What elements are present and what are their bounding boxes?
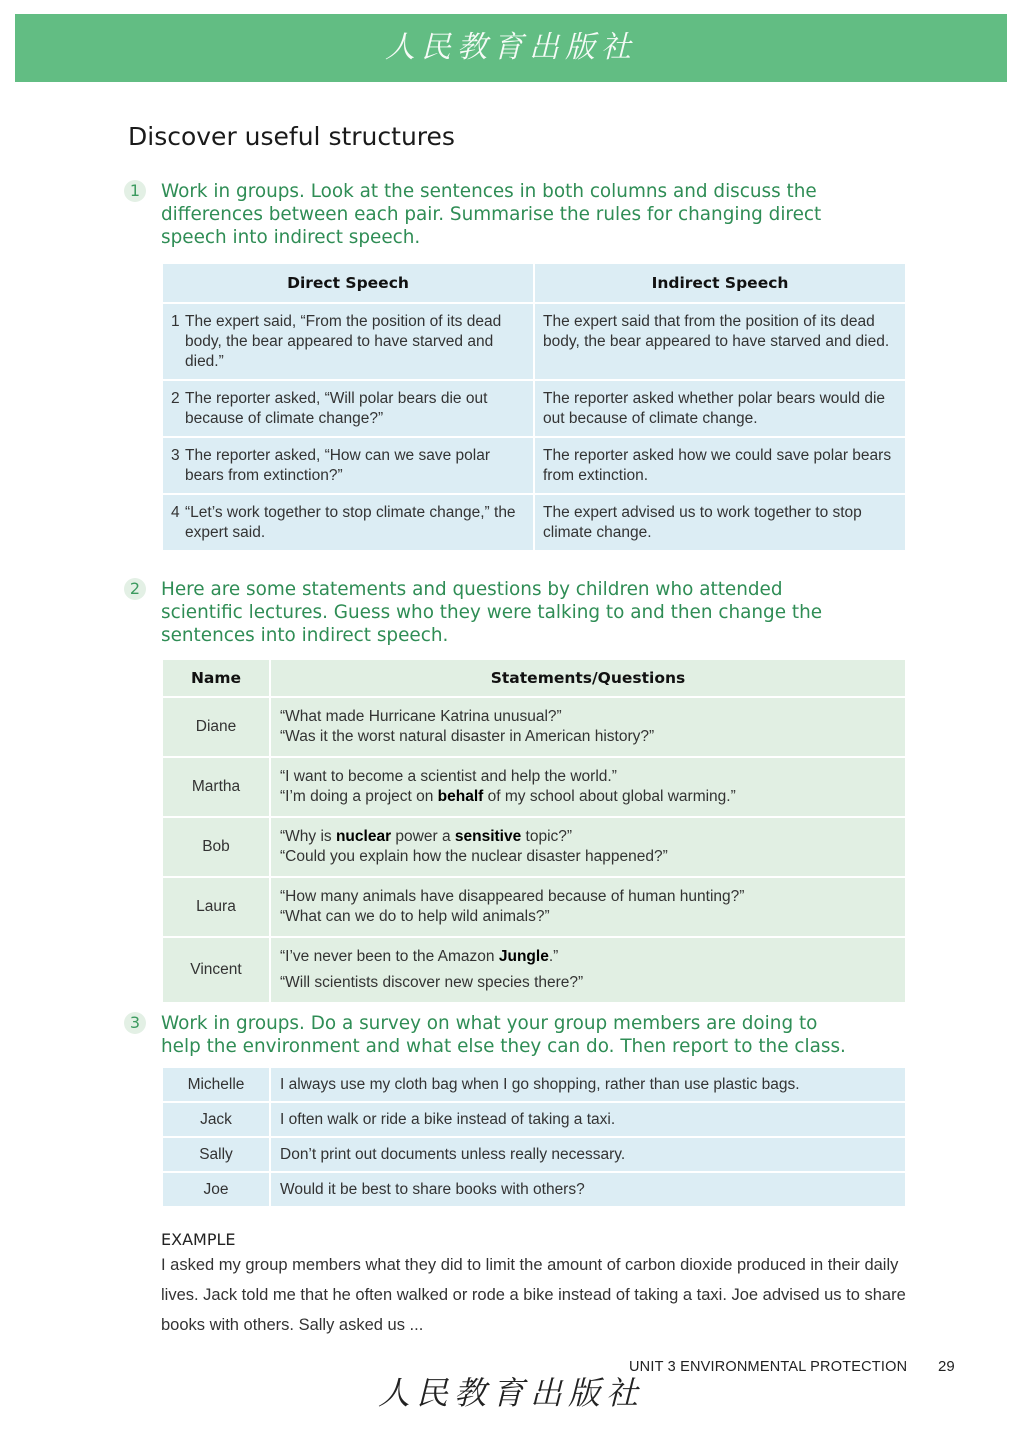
table-row [163,818,905,876]
example-label: EXAMPLE [161,1230,236,1249]
statement-text: of my school about global warming.” [483,788,736,805]
statement-line [280,907,897,927]
direct-speech-header: Direct Speech [163,264,533,302]
task-3-instruction: Work in groups. Do a survey on what your group members are doing to help the environment and what else they can do. Then report to the class. [161,1013,846,1057]
statement-line [280,827,897,847]
page-number: 29 [938,1358,955,1375]
statement-text: .” [548,948,559,965]
statement-line [280,707,897,727]
row-number: 4 [171,504,180,521]
task-3 [124,1012,864,1060]
statements-header: Statements/Questions [271,660,905,696]
survey-table [161,1066,907,1208]
statement-cell [271,698,905,756]
numbered-sentence [171,312,525,372]
statement-cell [271,878,905,936]
statement-line [280,767,897,787]
table-row [163,1138,905,1171]
table-row [163,938,905,1002]
statement-text: “How many animals have disappeared because of human hunting?” [280,888,745,905]
key-word: Jungle [498,948,549,965]
task-2-number: 2 [124,578,146,600]
direct-speech-cell [163,304,533,379]
key-word: nuclear [335,828,392,845]
publisher-logo-top: 人民教育出版社 [385,30,637,65]
indirect-speech-header: Indirect Speech [535,264,905,302]
direct-speech-cell [163,438,533,493]
table-header-row [163,660,905,696]
task-1 [124,180,864,250]
member-name: Sally [163,1138,269,1171]
statement-text: topic?” [521,828,573,845]
task-3-number: 3 [124,1012,146,1034]
key-word: sensitive [454,828,522,845]
direct-speech-cell [163,381,533,436]
table-row [163,1103,905,1136]
statement-line [280,787,897,807]
footer-unit-title: UNIT 3 ENVIRONMENTAL PROTECTION [629,1359,908,1375]
table-row [163,758,905,816]
statement-text: “What can we do to help wild animals?” [280,908,550,925]
child-name: Bob [163,818,269,876]
statement-text: “Was it the worst natural disaster in American history?” [280,728,655,745]
table-row [163,381,905,436]
statements-questions-table [161,658,907,1004]
statement-cell [271,758,905,816]
direct-speech-text: The reporter asked, “Will polar bears die out because of climate change?” [185,390,488,427]
task-1-instruction: Work in groups. Look at the sentences in both columns and discuss the differences between each pair. Summarise the rules for changing direct speech into indirect speech. [161,181,822,248]
direct-speech-text: The reporter asked, “How can we save polar bears from extinction?” [185,447,490,484]
direct-speech-text: The expert said, “From the position of its dead body, the bear appeared to have starved and died.” [185,313,502,370]
direct-speech-text: “Let’s work together to stop climate change,” the expert said. [185,504,516,541]
child-name: Diane [163,698,269,756]
example-text: I asked my group members what they did to limit the amount of carbon dioxide produced in their daily lives. Jack told me that he often walked or rode a bike instead of taking a taxi. Joe advised us to share books with others. Sally asked us ... [161,1256,906,1334]
statement-line [280,947,897,967]
direct-speech-cell [163,495,533,550]
statement-line [280,887,897,907]
table-row [163,698,905,756]
member-action: Don’t print out documents unless really necessary. [271,1138,905,1171]
child-name: Laura [163,878,269,936]
statement-line [280,847,897,867]
publisher-logo-bottom: 人民教育出版社 [377,1374,644,1412]
statement-line [280,727,897,747]
statement-cell [271,938,905,1002]
numbered-sentence [171,446,525,486]
child-name: Vincent [163,938,269,1002]
task-2-instruction: Here are some statements and questions by children who attended scientific lectures. Guess who they were talking to and then change the sentences into indirect speech. [161,579,823,646]
direct-indirect-speech-table [161,262,907,552]
member-name: Michelle [163,1068,269,1101]
numbered-sentence [171,389,525,429]
row-number: 2 [171,390,180,407]
row-number: 1 [171,313,180,330]
table-row [163,438,905,493]
statement-text: “I’ve never been to the Amazon [280,948,499,965]
statement-text: “Could you explain how the nuclear disaster happened?” [280,848,668,865]
indirect-speech-cell: The reporter asked whether polar bears would die out because of climate change. [535,381,905,436]
indirect-speech-cell: The expert said that from the position of its dead body, the bear appeared to have starved and died. [535,304,905,379]
indirect-speech-cell: The expert advised us to work together to stop climate change. [535,495,905,550]
row-number: 3 [171,447,180,464]
table-row [163,304,905,379]
name-header: Name [163,660,269,696]
task-2 [124,578,864,648]
table-row [163,878,905,936]
member-name: Jack [163,1103,269,1136]
member-action: Would it be best to share books with others? [271,1173,905,1206]
child-name: Martha [163,758,269,816]
table-row [163,495,905,550]
key-word: behalf [437,788,484,805]
section-title: Discover useful structures [128,122,455,151]
statement-text: “I’m doing a project on [280,788,438,805]
table-header-row [163,264,905,302]
statement-line [280,973,897,993]
table-row [163,1173,905,1206]
statement-text: “I want to become a scientist and help the world.” [280,768,617,785]
task-1-number: 1 [124,180,146,202]
statement-text: power a [391,828,455,845]
member-action: I often walk or ride a bike instead of taking a taxi. [271,1103,905,1136]
table-row [163,1068,905,1101]
statement-text: “What made Hurricane Katrina unusual?” [280,708,562,725]
indirect-speech-cell: The reporter asked how we could save polar bears from extinction. [535,438,905,493]
numbered-sentence [171,503,525,543]
member-name: Joe [163,1173,269,1206]
member-action: I always use my cloth bag when I go shopping, rather than use plastic bags. [271,1068,905,1101]
statement-text: “Will scientists discover new species there?” [280,974,584,991]
statement-cell [271,818,905,876]
statement-text: “Why is [280,828,336,845]
